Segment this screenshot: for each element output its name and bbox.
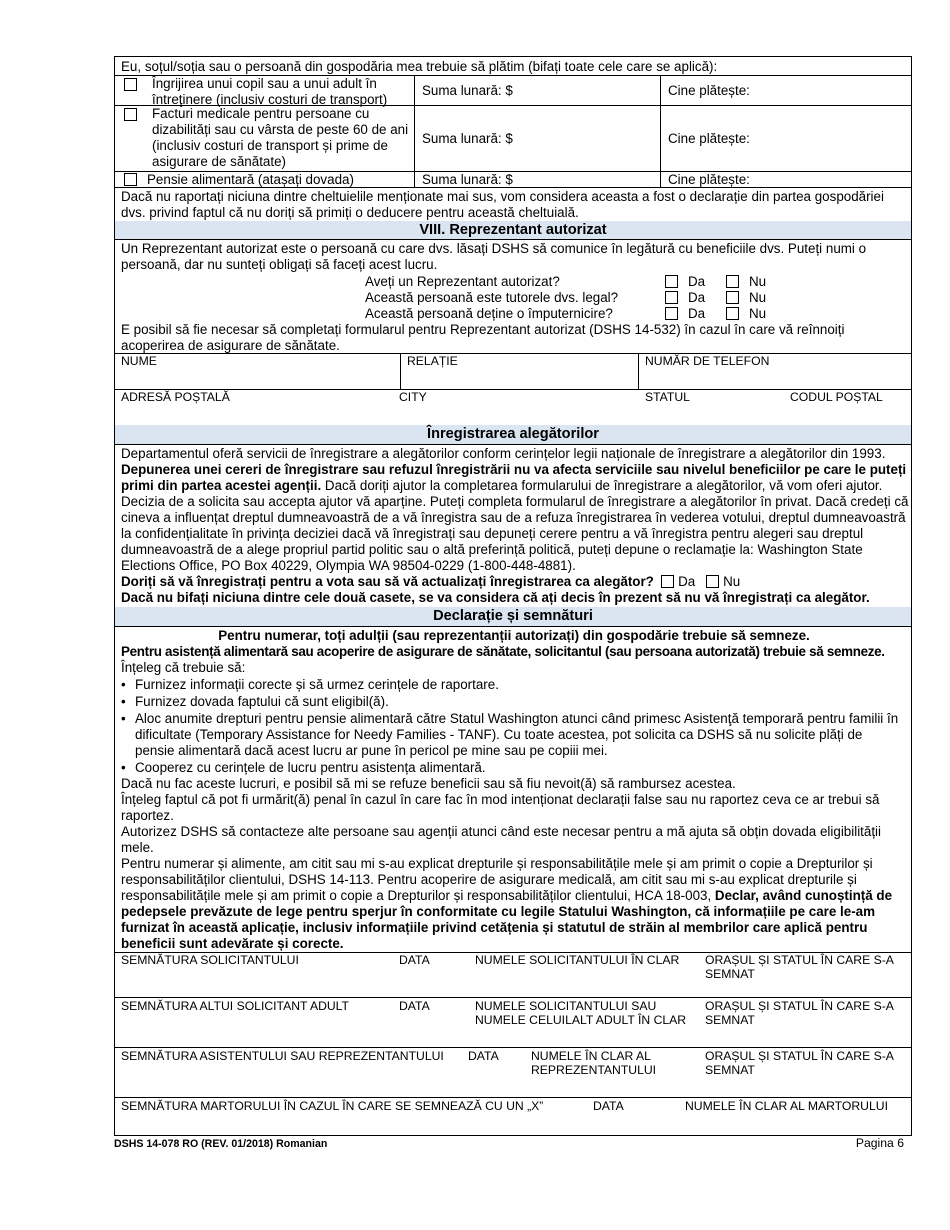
voter-text [121, 446, 909, 574]
rep-q2-no-label: Nu [749, 290, 767, 305]
decl-bullet-2: • Furnizez dovada faptului că sunt eligibil(ă). [121, 694, 389, 709]
expenses-note: Dacă nu raportați niciuna dintre cheltuielile menționate mai sus, vom considera aceasta a fost o declarație din partea gospodăriei dvs. privind faptul că nu doriți să primiți o deducere pentru această cheltuială. [121, 189, 884, 220]
decl-p2: Înțeleg faptul că pot fi urmărit(ă) penal în cazul în care fac în mod intenționat declarații false sau nu raportez ceva ce ar trebui să raportez. [121, 792, 880, 823]
rep-q2-no-checkbox[interactable] [726, 291, 739, 304]
rep-q2-yes-checkbox[interactable] [665, 291, 678, 304]
childcare-checkbox[interactable] [124, 78, 137, 91]
voter-yes-label: Da [678, 574, 696, 589]
sig-representative-city-field[interactable]: ORAȘUL ȘI STATUL ÎN CARE S-A SEMNAT [705, 1049, 894, 1077]
childcare-payer-label: Cine plătește: [668, 83, 750, 98]
expenses-header: Eu, soțul/soția sau o persoană din gospodăria mea trebuie să plătim (bifați toate cele care se aplică): [121, 59, 718, 74]
sig-witness-name-field[interactable]: NUMELE ÎN CLAR AL MARTORULUI [685, 1099, 888, 1113]
decl-line-2: Pentru asistență alimentară sau acoperire de asigurare de sănătate, solicitantul (sau persoana autorizată) trebuie să semneze. [121, 644, 885, 659]
rep-q3-no-checkbox[interactable] [726, 307, 739, 320]
sig-other-adult-date-field[interactable]: DATA [399, 999, 430, 1013]
voter-question: Doriți să vă înregistrați pentru a vota sau să vă actualizați înregistrarea ca alegător? Da Nu [121, 574, 741, 589]
rep-state-field[interactable]: STATUL [645, 390, 690, 404]
rep-address-field[interactable]: ADRESĂ POȘTALĂ [121, 390, 230, 404]
decl-understand: Înțeleg că trebuie să: [121, 660, 246, 675]
rep-q3-yes-label: Da [688, 306, 706, 321]
form-page [114, 56, 912, 1136]
decl-bullet-4: • Cooperez cu cerințele de lucru pentru asistența alimentară. [121, 760, 486, 775]
decl-section-title: Declarație și semnături [115, 607, 911, 626]
rep-section-title: VIII. Reprezentant autorizat [115, 221, 911, 239]
rep-relation-field[interactable]: RELAȚIE [407, 354, 458, 368]
rep-q1-yes-checkbox[interactable] [665, 275, 678, 288]
voter-no-label: Nu [723, 574, 741, 589]
voter-final-note: Dacă nu bifați niciuna dintre cele două casete, se va considera că ați decis în prezent să nu vă înregistrați ca alegător. [121, 590, 870, 605]
medical-checkbox[interactable] [124, 108, 137, 121]
rep-q3-yes-checkbox[interactable] [665, 307, 678, 320]
voter-p2-rest: Dacă doriți ajutor la completarea formularului de înregistrare a alegătorilor, vă vom oferi ajutor. Decizia de a solicita sau accepta ajutor vă aparține. Puteți completa formularul de înregistrare a alegătorilor în privat. Dacă credeți că cineva a influențat dreptul dumneavoastră de a vă înregistra sau de a refuza înregistrarea în vederea votului, dreptul dumneavoastră la confidențialitate în privința deciziei dacă vă înregistrați sau depuneți cerere pentru a vă înregistra pentru alegeri sau dreptul dumneavoastră de a alege propriul partid politic sau o altă preferință politică, puteți depune o reclamație la: Washington State Elections Office, PO Box 40229, Olympia WA 98504-0229 (1-800-448-4881). [121, 478, 909, 573]
rep-name-field[interactable]: NUME [121, 354, 157, 368]
sig-witness-date-field[interactable]: DATA [593, 1099, 624, 1113]
rep-question-1: Aveți un Reprezentant autorizat? [365, 274, 560, 289]
decl-line-1: Pentru numerar, toți adulții (sau reprezentanții autorizați) din gospodărie trebuie să semneze. [218, 628, 810, 643]
rep-question-2: Această persoană este tutorele dvs. legal? [365, 290, 619, 305]
rep-zip-field[interactable]: CODUL POȘTAL [790, 390, 883, 404]
rep-q1-no-checkbox[interactable] [726, 275, 739, 288]
decl-bullet-3: • Aloc anumite drepturi pentru pensie alimentară către Statul Washington atunci când primesc Asistenţă temporară pentru familii în dificultate (Temporary Assistance for Needy Families - TANF). Cu toate acestea, pot solicita ca DSHS să nu solicite plăți de pensie alimentară dacă acest lucru ar pune în pericol pe mine sau pe copiii mei. [121, 711, 899, 758]
alimony-payer-label: Cine plătește: [668, 172, 750, 187]
voter-p1: Departamentul oferă servicii de înregistrare a alegătorilor conform cerințelor legii naționale de înregistrare a alegătorilor din 1993. [121, 446, 886, 461]
decl-paragraphs [121, 776, 907, 952]
rep-q1-no-label: Nu [749, 274, 767, 289]
expense-childcare-label: Îngrijirea unui copil sau a unui adult în întreţinere (inclusiv costuri de transport) [152, 76, 388, 107]
decl-p1: Dacă nu fac aceste lucruri, e posibil să mi se refuze beneficii sau să fiu nevoit(ă) să rambursez acestea. [121, 776, 736, 791]
sig-representative-date-field[interactable]: DATA [468, 1049, 499, 1063]
rep-intro: Un Reprezentant autorizat este o persoană cu care dvs. lăsați DSHS să comunice în legătură cu beneficiile dvs. Puteți numi o persoană, dar nu sunteți obligați să faceți acest lucru. [121, 241, 867, 272]
rep-phone-field[interactable]: NUMĂR DE TELEFON [645, 354, 770, 368]
sig-other-adult-name-field[interactable]: NUMELE SOLICITANTULUI SAU NUMELE CELUILALT ADULT ÎN CLAR [475, 999, 687, 1027]
expense-alimony-label: Pensie alimentară (atașați dovada) [147, 172, 354, 187]
rep-note: E posibil să fie necesar să completați formularul pentru Reprezentant autorizat (DSHS 14-532) în cazul în care vă reînnoiți acoperirea de asigurare de sănătate. [121, 322, 845, 353]
expense-medical-label: Facturi medicale pentru persoane cu dizabilități sau cu vârsta de peste 60 de ani (inclusiv costuri de transport și prime de asigurare de sănătate) [152, 106, 409, 169]
sig-applicant-date-field[interactable]: DATA [399, 953, 430, 967]
sig-other-adult-field[interactable]: SEMNĂTURA ALTUI SOLICITANT ADULT [121, 999, 349, 1013]
sig-witness-field[interactable]: SEMNĂTURA MARTORULUI ÎN CAZUL ÎN CARE SE SEMNEAZĂ CU UN „X” [121, 1099, 544, 1113]
decl-bullet-1: • Furnizez informații corecte și să urmez cerințele de raportare. [121, 677, 499, 692]
voter-p2-bold: Depunerea unei cereri de înregistrare sau refuzul înregistrării nu va afecta serviciile sau nivelul beneficiilor pe care le puteți primi din partea acestei agenții. [121, 462, 907, 493]
rep-city-field[interactable]: CITY [399, 390, 427, 404]
form-id: DSHS 14-078 RO (REV. 01/2018) Romanian [114, 1138, 328, 1150]
sig-other-adult-city-field[interactable]: ORAȘUL ȘI STATUL ÎN CARE S-A SEMNAT [705, 999, 894, 1027]
decl-p3: Autorizez DSHS să contacteze alte persoane sau agenții atunci când este necesar pentru a mă ajuta să obțin dovada eligibilității mele. [121, 824, 882, 855]
sig-representative-field[interactable]: SEMNĂTURA ASISTENTULUI SAU REPREZENTANTULUI [121, 1049, 444, 1063]
alimony-checkbox[interactable] [124, 173, 137, 186]
voter-section-title: Înregistrarea alegătorilor [115, 425, 911, 444]
childcare-amount-label: Suma lunară: $ [422, 83, 513, 98]
sig-applicant-field[interactable]: SEMNĂTURA SOLICITANTULUI [121, 953, 299, 967]
rep-q3-no-label: Nu [749, 306, 767, 321]
sig-applicant-name-field[interactable]: NUMELE SOLICITANTULUI ÎN CLAR [475, 953, 680, 967]
voter-no-checkbox[interactable] [706, 575, 719, 588]
medical-payer-label: Cine plătește: [668, 131, 750, 146]
sig-applicant-city-field[interactable]: ORAȘUL ȘI STATUL ÎN CARE S-A SEMNAT [705, 953, 894, 981]
page-number: Pagina 6 [855, 1136, 904, 1150]
decl-p4: Pentru numerar și alimente, am citit sau mi s-au explicat drepturile și responsabilitățile mele și am primit o copie a Drepturilor și responsabilităților clientului, DSHS 14-113. Pentru acoperire de asigurare medicală, am citit sau mi s-au explicat drepturile și responsabilitățile mele și am primit o copie a Drepturilor și responsabilităților clientului, HCA 18-003, Declar, având cunoștință de pedepsele prevăzute de lege pentru sperjur în conformitate cu legile Statului Washington, că informațiile pe care le-am furnizat în această aplicație, inclusiv informațiile privind cetățenia și statutul de străin al membrilor care aplică pentru beneficii sunt adevărate și corecte. [121, 856, 893, 951]
rep-q2-yes-label: Da [688, 290, 706, 305]
alimony-amount-label: Suma lunară: $ [422, 172, 513, 187]
sig-representative-name-field[interactable]: NUMELE ÎN CLAR AL REPREZENTANTULUI [531, 1049, 657, 1077]
rep-question-3: Această persoană deține o împuternicire? [365, 306, 613, 321]
rep-q1-yes-label: Da [688, 274, 706, 289]
medical-amount-label: Suma lunară: $ [422, 131, 513, 146]
voter-yes-checkbox[interactable] [661, 575, 674, 588]
